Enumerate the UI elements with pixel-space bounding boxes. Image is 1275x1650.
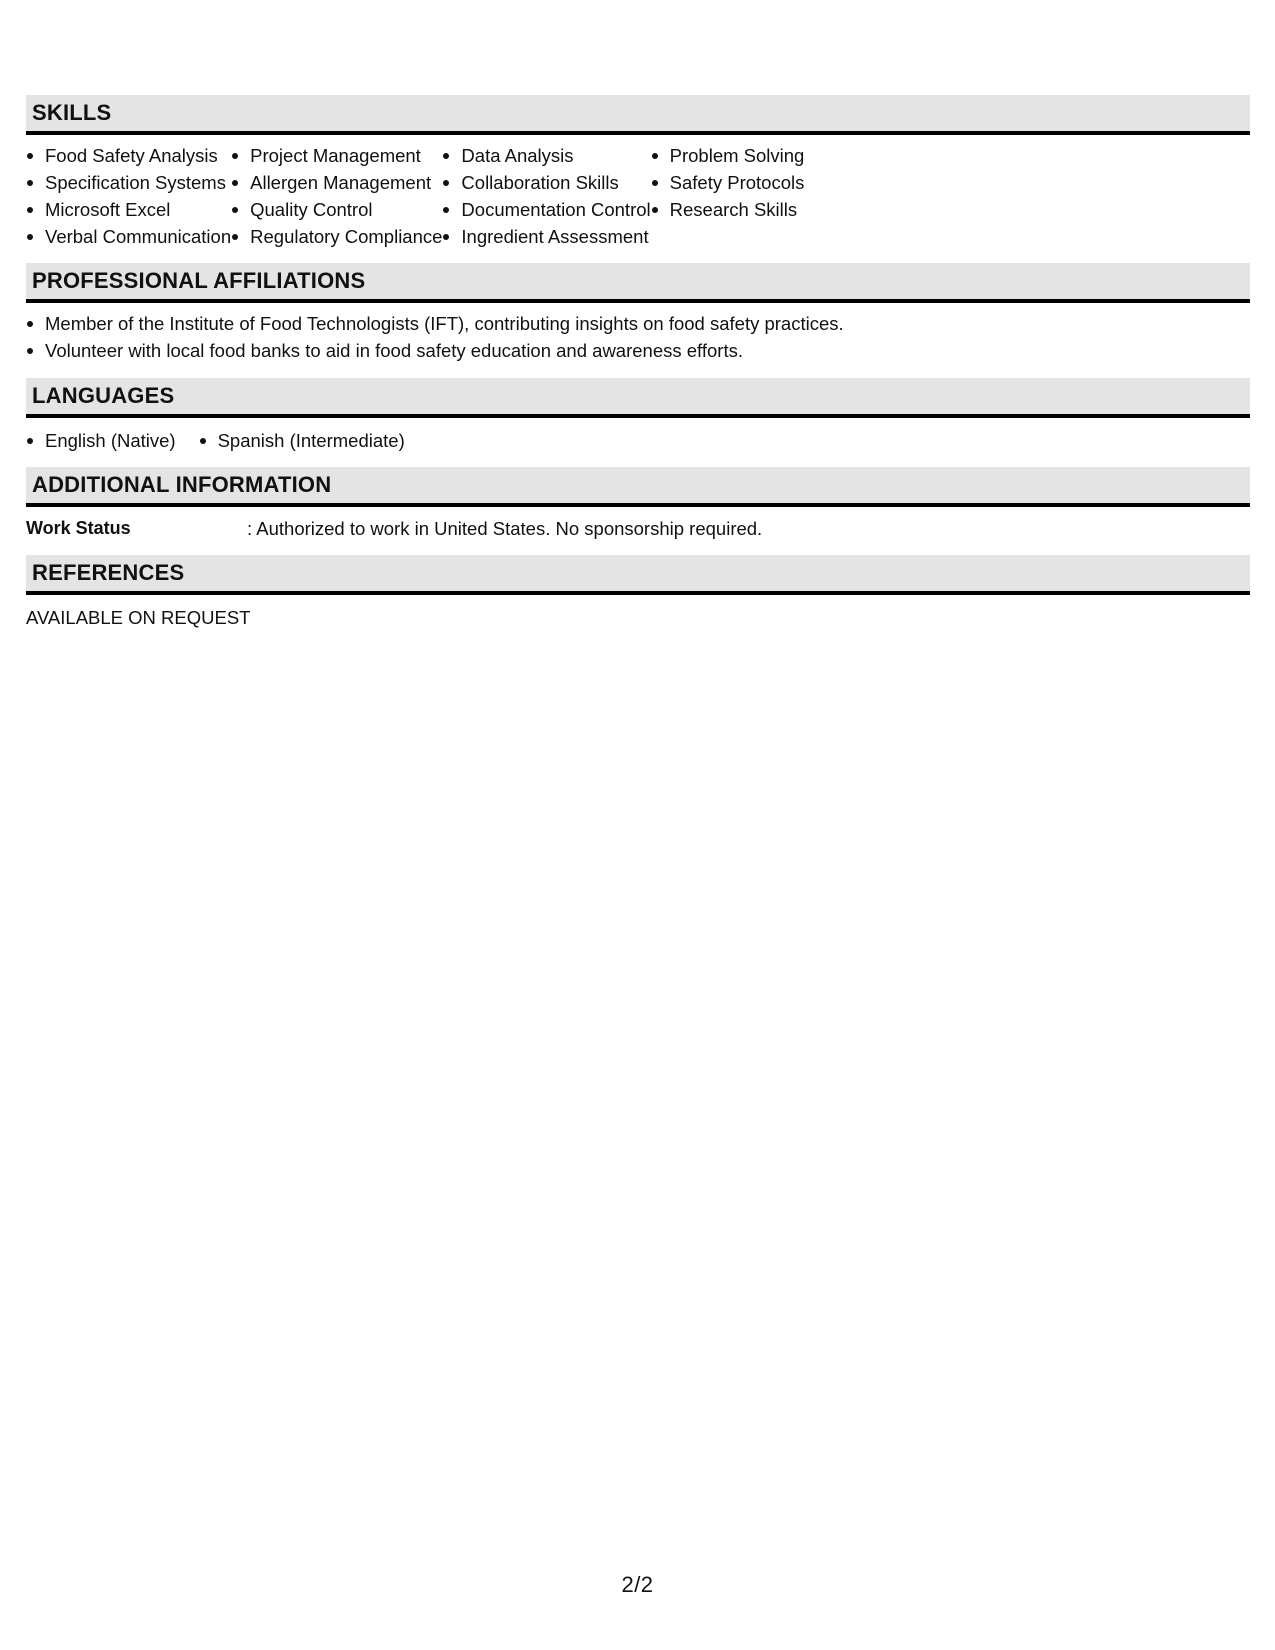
affiliation-item: Member of the Institute of Food Technologists (IFT), contributing insights on food safety practices.	[26, 310, 1250, 337]
skill-item: Specification Systems	[26, 169, 231, 196]
affiliations-list	[26, 303, 1250, 378]
work-status-label: Work Status	[26, 518, 131, 538]
languages-items	[26, 427, 428, 454]
skill-item: Documentation Control	[442, 196, 650, 223]
skill-item: Ingredient Assessment	[442, 223, 650, 250]
affiliations-items	[26, 310, 1250, 364]
skill-item: Microsoft Excel	[26, 196, 231, 223]
skill-item: Project Management	[231, 142, 442, 169]
skill-item: Data Analysis	[442, 142, 650, 169]
skill-item: Collaboration Skills	[442, 169, 650, 196]
language-item: Spanish (Intermediate)	[199, 427, 405, 454]
affiliation-item: Volunteer with local food banks to aid in food safety education and awareness efforts.	[26, 337, 1250, 364]
affiliations-header: PROFESSIONAL AFFILIATIONS	[26, 263, 1250, 303]
skills-column-2	[231, 142, 442, 250]
additional-info-header: ADDITIONAL INFORMATION	[26, 467, 1250, 507]
skill-item: Food Safety Analysis	[26, 142, 231, 169]
skill-item: Safety Protocols	[651, 169, 805, 196]
skill-item: Research Skills	[651, 196, 805, 223]
languages-list	[26, 418, 1250, 467]
languages-header: LANGUAGES	[26, 378, 1250, 418]
work-status-row	[26, 507, 1250, 555]
skills-column-4	[651, 142, 805, 250]
skills-header: SKILLS	[26, 95, 1250, 135]
skills-column-3	[442, 142, 650, 250]
references-text: AVAILABLE ON REQUEST	[26, 607, 251, 628]
skills-list	[26, 135, 1250, 263]
skill-item: Regulatory Compliance	[231, 223, 442, 250]
skill-item: Quality Control	[231, 196, 442, 223]
references-header: REFERENCES	[26, 555, 1250, 595]
work-status-value: : Authorized to work in United States. No sponsorship required.	[247, 518, 763, 539]
skill-item: Problem Solving	[651, 142, 805, 169]
language-item: English (Native)	[26, 427, 176, 454]
page-number: 2/2	[621, 1572, 654, 1597]
skills-column-1	[26, 142, 231, 250]
resume-page	[26, 95, 1250, 631]
skill-item: Allergen Management	[231, 169, 442, 196]
skill-item: Verbal Communication	[26, 223, 231, 250]
